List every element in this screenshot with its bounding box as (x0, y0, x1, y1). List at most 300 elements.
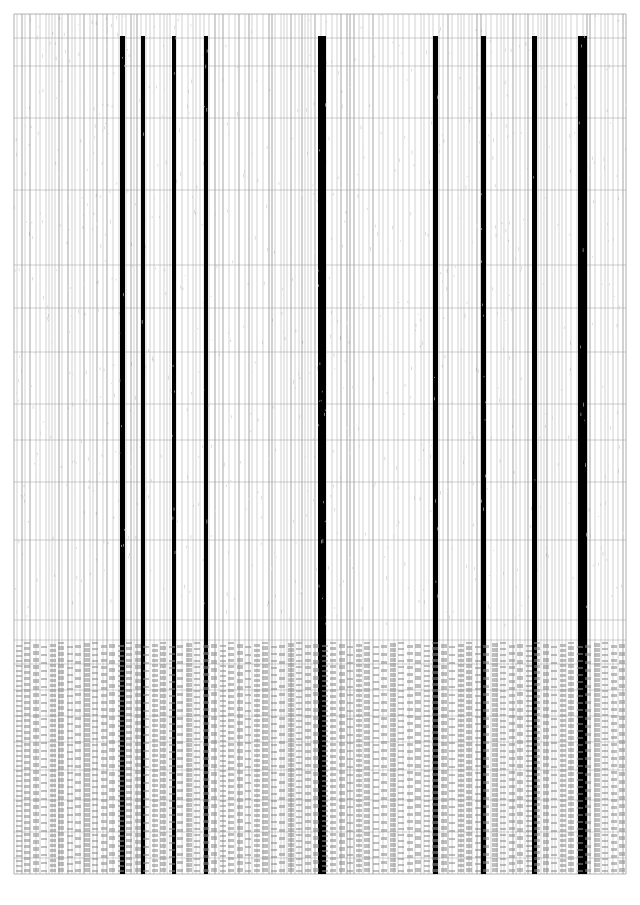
scan-speck (261, 543, 262, 545)
scan-speck (381, 15, 382, 17)
scan-speck (104, 369, 105, 372)
scan-speck (326, 161, 327, 162)
scan-speck (81, 139, 82, 142)
scan-speck (605, 475, 606, 479)
scan-speck (526, 43, 527, 46)
scan-speck (252, 371, 253, 372)
scan-speck (419, 600, 420, 604)
scan-speck (48, 314, 49, 317)
scan-speck (114, 393, 115, 397)
scan-speck (529, 50, 530, 51)
scan-speck (207, 520, 208, 524)
scan-speck (110, 191, 111, 193)
scan-speck (481, 260, 482, 263)
scan-speck (399, 302, 400, 303)
scan-speck (96, 281, 97, 284)
scan-speck (47, 317, 48, 319)
scan-speck (112, 278, 113, 280)
scan-speck (204, 390, 205, 391)
scan-speck (616, 176, 617, 177)
scan-speck (222, 78, 223, 81)
scan-speck (323, 539, 324, 543)
scan-speck (74, 460, 75, 462)
scan-speck (307, 490, 308, 492)
scan-speck (326, 62, 327, 65)
rotated-data-column (432, 642, 438, 872)
scan-speck (584, 420, 585, 421)
scan-speck (307, 152, 308, 155)
scan-speck (173, 517, 174, 520)
scan-speck (104, 541, 105, 544)
scan-speck (48, 305, 49, 308)
scan-speck (51, 436, 52, 439)
scan-speck (299, 415, 300, 419)
scan-speck (122, 57, 123, 59)
scan-speck (238, 520, 239, 523)
scan-speck (393, 42, 394, 44)
scan-speck (438, 594, 439, 597)
scan-speck (143, 133, 144, 136)
scan-speck (81, 440, 82, 443)
scan-speck (166, 161, 167, 165)
rotated-data-column (415, 642, 421, 872)
scan-speck (104, 570, 105, 571)
scan-speck (165, 269, 166, 271)
scan-speck (18, 379, 19, 382)
scan-speck (369, 221, 370, 225)
scan-speck (106, 123, 107, 125)
scan-speck (322, 598, 323, 600)
scan-speck (19, 268, 20, 271)
scan-speck (420, 345, 421, 347)
rotated-data-column (296, 642, 302, 872)
scan-speck (493, 550, 494, 551)
scan-speck (35, 352, 36, 353)
scan-speck (167, 204, 168, 208)
scan-speck (42, 54, 43, 58)
scan-speck (67, 116, 68, 118)
scan-speck (552, 416, 553, 419)
scan-speck (617, 20, 618, 21)
scan-speck (404, 136, 405, 139)
scan-speck (264, 282, 265, 285)
scan-speck (258, 492, 259, 494)
scan-speck (73, 403, 74, 407)
scan-speck (268, 248, 269, 251)
scan-speck (37, 453, 38, 455)
rotated-data-column (50, 642, 56, 872)
scan-speck (226, 610, 227, 613)
scan-speck (56, 57, 57, 61)
scan-speck (274, 551, 275, 554)
scan-speck (520, 439, 521, 442)
scan-speck (87, 169, 88, 171)
scan-speck (361, 304, 362, 305)
scan-speck (453, 611, 454, 613)
scan-speck (323, 501, 324, 503)
scan-speck (573, 577, 574, 580)
table-body (14, 640, 626, 874)
scan-speck (295, 580, 296, 583)
scan-speck (78, 310, 79, 314)
scan-speck (267, 205, 268, 209)
scan-speck (342, 105, 343, 109)
scan-speck (124, 529, 125, 531)
scan-speck (203, 162, 204, 165)
scan-speck (604, 233, 605, 234)
scan-speck (145, 246, 146, 249)
scan-speck (22, 553, 23, 556)
scan-speck (619, 446, 620, 449)
scan-speck (123, 544, 124, 547)
scan-speck (302, 589, 303, 592)
scan-speck (49, 171, 50, 174)
scan-speck (189, 113, 190, 114)
scan-speck (95, 136, 96, 138)
scan-speck (332, 273, 333, 275)
scan-speck (584, 35, 585, 39)
scan-speck (361, 126, 362, 130)
scan-speck (570, 374, 571, 375)
scan-speck (367, 208, 368, 210)
scan-speck (570, 341, 571, 345)
scan-speck (461, 526, 462, 528)
scan-speck (569, 435, 570, 439)
scan-speck (549, 146, 550, 147)
scan-speck (290, 250, 291, 251)
scan-speck (593, 323, 594, 325)
scan-speck (258, 419, 259, 422)
scan-speck (237, 66, 238, 68)
scan-speck (84, 511, 85, 514)
scan-speck (333, 485, 334, 488)
scan-speck (142, 320, 143, 324)
rotated-data-column (577, 642, 583, 872)
scan-speck (100, 367, 101, 370)
scan-speck (489, 607, 490, 609)
scan-speck (331, 238, 332, 240)
scan-speck (337, 624, 338, 626)
scan-speck (30, 18, 31, 22)
scan-speck (313, 193, 314, 194)
rotated-data-column (475, 642, 481, 872)
scan-speck (380, 316, 381, 317)
scan-speck (460, 77, 461, 79)
scan-speck (53, 32, 54, 35)
scan-speck (99, 114, 100, 115)
scan-speck (30, 144, 31, 146)
scan-speck (234, 598, 235, 600)
scan-speck (501, 485, 502, 488)
rotated-data-column (24, 642, 30, 872)
scan-speck (608, 240, 609, 242)
scan-speck (515, 482, 516, 484)
scan-speck (167, 105, 168, 107)
scan-speck (208, 405, 209, 407)
scan-speck (614, 296, 615, 297)
scan-speck (349, 341, 350, 344)
scan-speck (595, 199, 596, 203)
scan-speck (540, 506, 541, 507)
scan-speck (392, 226, 393, 229)
scan-speck (227, 122, 228, 125)
scan-speck (333, 193, 334, 195)
scan-speck (202, 224, 203, 226)
scan-speck (444, 318, 445, 319)
scan-speck (173, 365, 174, 367)
scan-speck (135, 396, 136, 400)
scan-speck (500, 460, 501, 463)
scan-speck (458, 218, 459, 219)
scan-speck (267, 146, 268, 149)
scan-speck (623, 532, 624, 535)
scan-speck (491, 437, 492, 439)
scan-speck (545, 425, 546, 428)
scan-speck (102, 104, 103, 106)
scan-speck (425, 232, 426, 235)
scan-speck (500, 45, 501, 46)
scan-speck (334, 508, 335, 512)
rotated-data-column (364, 642, 370, 872)
scan-speck (188, 14, 189, 16)
scan-speck (166, 292, 167, 295)
scan-speck (343, 580, 344, 583)
scan-speck (91, 573, 92, 576)
scan-speck (296, 542, 297, 543)
scan-speck (195, 139, 196, 140)
scan-speck (581, 45, 582, 48)
scan-speck (29, 106, 30, 109)
scan-speck (93, 490, 94, 492)
scan-speck (496, 619, 497, 620)
scan-speck (431, 445, 432, 446)
scan-speck (34, 463, 35, 465)
scan-speck (506, 124, 507, 128)
scan-speck (250, 431, 251, 433)
scan-speck (383, 265, 384, 266)
scan-speck (424, 600, 425, 604)
scan-speck (119, 312, 120, 314)
scan-speck (326, 21, 327, 23)
scan-speck (152, 356, 153, 360)
scan-speck (117, 182, 118, 185)
scan-speck (368, 406, 369, 408)
scan-speck (477, 55, 478, 57)
scan-speck (430, 455, 431, 459)
scan-speck (495, 225, 496, 229)
scan-speck (313, 499, 314, 501)
scan-speck (124, 65, 125, 67)
rotated-data-column (33, 642, 39, 872)
scan-speck (180, 286, 181, 289)
scan-speck (616, 587, 617, 589)
scan-speck (75, 489, 76, 493)
scan-speck (32, 236, 33, 239)
scan-speck (528, 596, 529, 598)
scan-speck (132, 243, 133, 246)
scan-speck (535, 479, 536, 480)
scan-speck (611, 595, 612, 596)
scan-speck (61, 466, 62, 468)
scan-speck (429, 181, 430, 184)
scan-speck (102, 454, 103, 457)
scan-speck (111, 24, 112, 27)
scan-speck (305, 456, 306, 458)
scan-speck (70, 287, 71, 289)
scan-speck (497, 449, 498, 453)
scan-speck (252, 18, 253, 20)
scan-speck (477, 224, 478, 227)
scan-speck (320, 363, 321, 365)
scan-speck (564, 327, 565, 329)
scan-speck (301, 593, 302, 595)
scan-speck (14, 311, 15, 313)
scan-speck (117, 33, 118, 37)
scan-speck (333, 450, 334, 453)
scan-speck (513, 428, 514, 431)
scan-speck (25, 58, 26, 59)
scan-speck (191, 392, 192, 395)
scan-speck (464, 93, 465, 96)
scan-speck (419, 460, 420, 461)
scan-speck (613, 329, 614, 330)
scan-speck (481, 30, 482, 32)
scan-speck (399, 159, 400, 162)
scan-speck (318, 270, 319, 272)
scan-speck (164, 88, 165, 90)
scan-speck (31, 126, 32, 128)
scan-speck (592, 256, 593, 258)
scan-speck (350, 492, 351, 496)
scan-speck (625, 23, 626, 24)
scan-speck (198, 456, 199, 458)
scan-speck (191, 80, 192, 84)
scan-speck (515, 616, 516, 619)
scan-speck (346, 211, 347, 214)
scan-speck (609, 284, 610, 286)
rotated-data-column (611, 642, 617, 872)
scan-speck (473, 483, 474, 486)
scan-speck (440, 272, 441, 274)
rotated-data-column (517, 642, 523, 872)
scan-speck (331, 311, 332, 314)
scan-speck (603, 386, 604, 388)
scan-speck (54, 574, 55, 577)
scan-speck (334, 607, 335, 609)
scan-speck (204, 106, 205, 107)
scan-speck (195, 212, 196, 215)
scan-speck (519, 45, 520, 47)
scan-speck (308, 499, 309, 501)
scan-speck (322, 391, 323, 393)
scan-speck (68, 200, 69, 202)
scan-speck (404, 414, 405, 416)
scan-speck (40, 212, 41, 214)
scan-speck (101, 244, 102, 248)
scan-speck (148, 495, 149, 498)
scan-speck (473, 524, 474, 527)
scan-speck (545, 198, 546, 199)
scan-speck (416, 324, 417, 328)
scan-speck (405, 562, 406, 566)
scan-speck (414, 497, 415, 500)
scan-speck (146, 487, 147, 490)
scan-speck (497, 344, 498, 345)
scan-speck (506, 229, 507, 232)
scan-speck (46, 551, 47, 552)
scan-speck (511, 49, 512, 52)
scan-speck (38, 132, 39, 136)
scan-speck (446, 287, 447, 290)
scan-speck (60, 224, 61, 227)
scan-speck (94, 107, 95, 110)
scan-speck (172, 435, 173, 436)
scan-speck (350, 557, 351, 559)
scan-speck (533, 176, 534, 178)
scan-speck (42, 220, 43, 223)
scan-speck (73, 601, 74, 605)
scan-speck (66, 484, 67, 486)
rotated-data-column (177, 642, 183, 872)
rotated-data-column (194, 642, 200, 872)
scan-speck (619, 20, 620, 22)
rotated-data-column (568, 642, 574, 872)
scan-speck (26, 221, 27, 222)
scan-speck (190, 591, 191, 593)
scan-speck (570, 368, 571, 371)
rotated-data-column (560, 642, 566, 872)
scan-speck (474, 567, 475, 570)
scan-speck (604, 158, 605, 162)
scan-speck (60, 17, 61, 20)
scan-speck (120, 452, 121, 453)
scan-speck (272, 567, 273, 570)
scan-speck (188, 90, 189, 93)
scan-speck (28, 521, 29, 523)
scan-speck (388, 587, 389, 590)
scan-speck (87, 204, 88, 206)
scan-speck (505, 624, 506, 627)
scan-speck (72, 374, 73, 376)
scan-speck (203, 445, 204, 448)
scan-speck (282, 312, 283, 315)
scan-speck (96, 559, 97, 561)
scan-speck (467, 176, 468, 177)
scan-speck (184, 585, 185, 589)
scan-speck (177, 179, 178, 183)
scan-speck (295, 388, 296, 389)
scan-speck (43, 296, 44, 300)
scan-speck (593, 565, 594, 567)
scan-speck (501, 503, 502, 506)
scan-speck (79, 592, 80, 593)
scan-speck (449, 52, 450, 53)
scan-speck (96, 194, 97, 197)
scan-speck (455, 266, 456, 268)
scan-speck (251, 413, 252, 415)
scan-speck (478, 370, 479, 373)
scan-speck (314, 251, 315, 253)
scan-speck (342, 245, 343, 248)
scan-speck (520, 392, 521, 396)
scan-speck (434, 397, 435, 400)
scan-speck (69, 331, 70, 333)
scan-speck (154, 26, 155, 28)
scan-speck (475, 578, 476, 580)
scan-speck (14, 206, 15, 209)
scan-speck (174, 508, 175, 511)
scan-speck (76, 547, 77, 549)
